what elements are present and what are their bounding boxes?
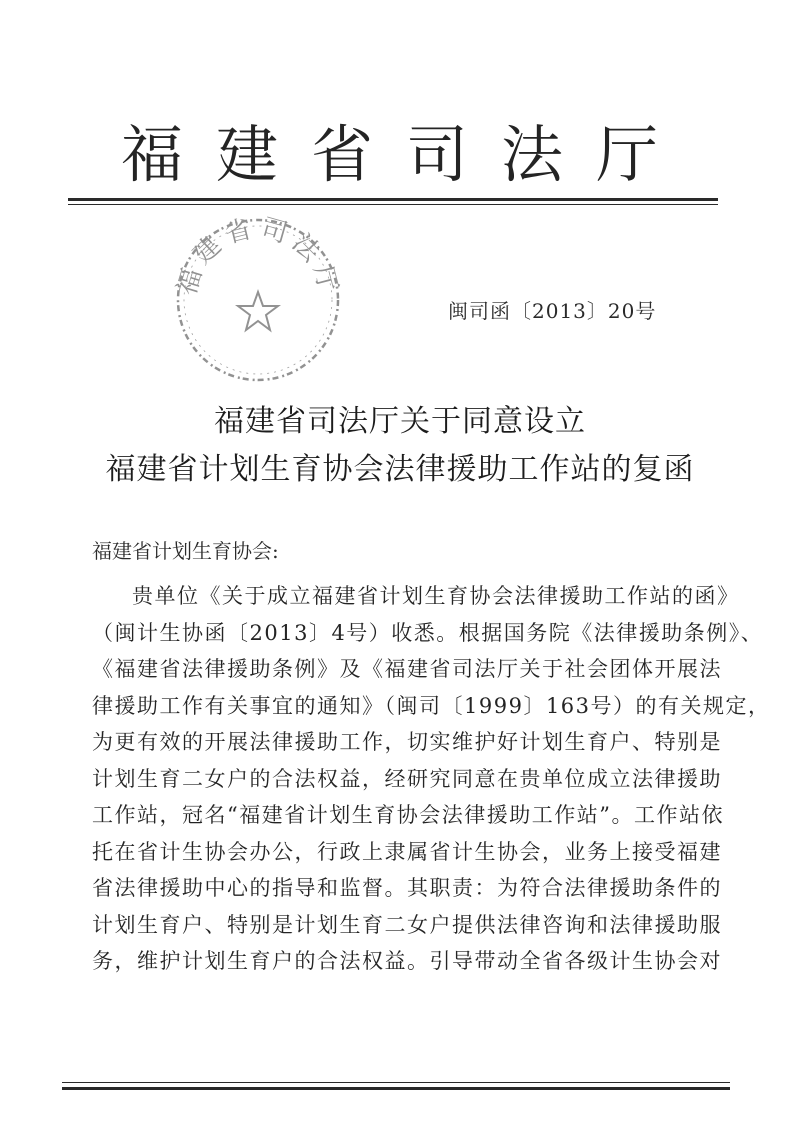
body-line: 律援助工作有关事宜的通知》（闽司〔1999〕163号）的有关规定， <box>92 693 771 718</box>
footer-rule-thin <box>62 1082 730 1083</box>
body-line: 为更有效的开展法律援助工作，切实维护好计划生育户、特别是 <box>92 730 722 754</box>
svg-text:福建省司法厅: 福建省司法厅 <box>172 213 345 301</box>
body-line: 计划生育户、特别是计划生育二女户提供法律咨询和法律援助服 <box>92 912 722 937</box>
body-line: 托在省计生协会办公，行政上隶属省计生协会，业务上接受福建 <box>92 839 722 864</box>
body-line: （闽计生协函〔2013〕4号）收悉。根据国务院《法律援助条例》、 <box>92 620 764 645</box>
body-line: 省法律援助中心的指导和监督。其职责：为符合法律援助条件的 <box>92 876 722 900</box>
body-line: 贵单位《关于成立福建省计划生育协会法律援助工作站的函》 <box>132 584 740 608</box>
body-paragraph <box>92 578 771 980</box>
body-line: 工作站，冠名“福建省计划生育协会法律援助工作站”。工作站依 <box>92 803 724 827</box>
body-line: 《福建省法律援助条例》及《福建省司法厅关于社会团体开展法 <box>92 657 722 681</box>
document-number: 闽司函〔2013〕20号 <box>448 299 657 323</box>
official-seal-stamp <box>168 210 348 390</box>
letterhead-org-name: 福建省司法厅 <box>120 118 691 191</box>
salutation: 福建省计划生育协会: <box>92 539 279 563</box>
letterhead-rule-thin <box>68 204 718 205</box>
body-line: 计划生育二女户的合法权益，经研究同意在贵单位成立法律援助 <box>92 766 722 791</box>
letterhead-rule-thick <box>68 198 718 201</box>
footer-rule-thick <box>62 1087 730 1090</box>
document-title-line-1: 福建省司法厅关于同意设立 <box>214 404 586 439</box>
body-line: 务，维护计划生育户的合法权益。引导带动全省各级计生协会对 <box>92 949 722 973</box>
document-title-line-2: 福建省计划生育协会法律援助工作站的复函 <box>105 452 695 487</box>
